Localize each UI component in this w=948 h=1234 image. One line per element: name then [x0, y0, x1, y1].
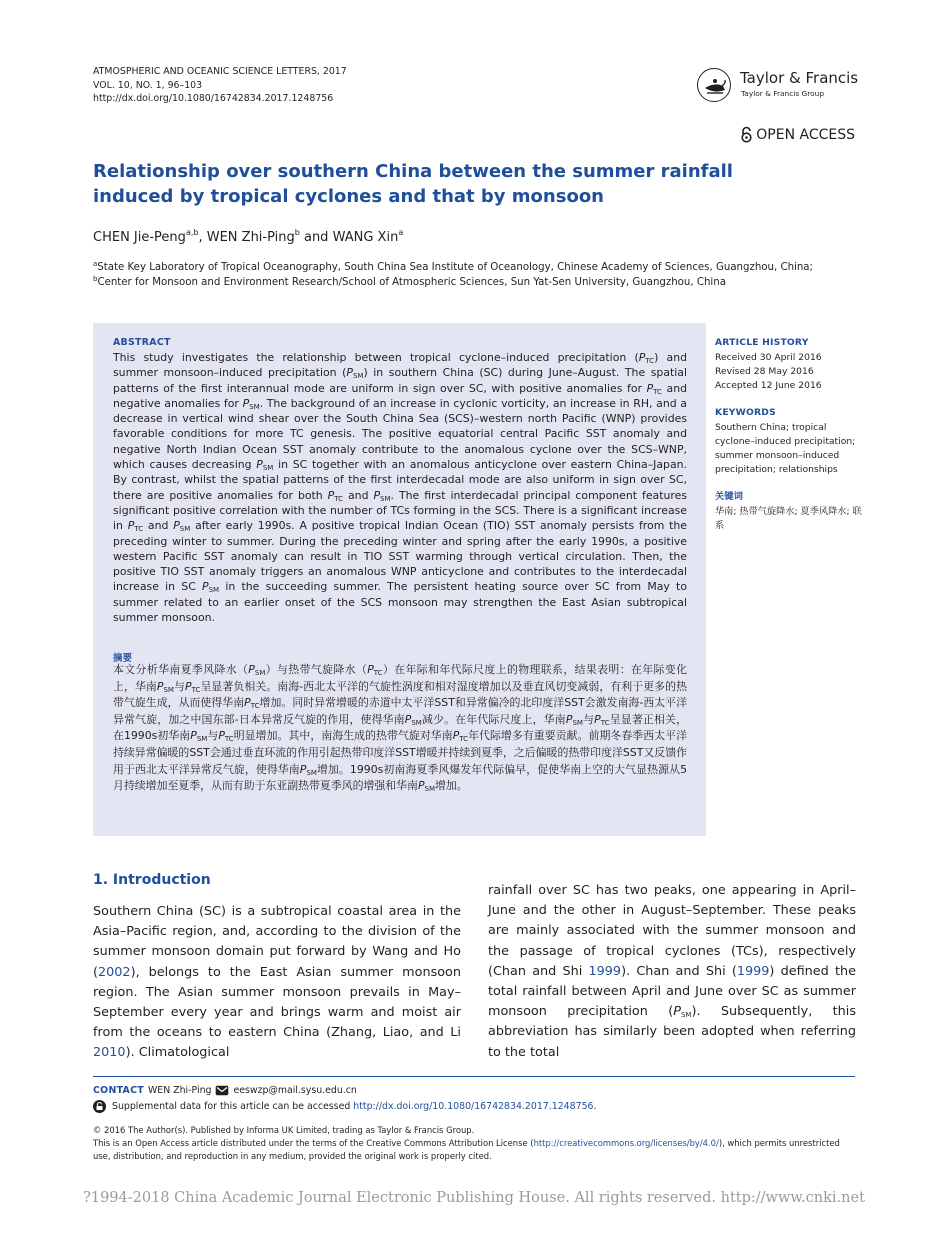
- keywords-zh-text: 华南; 热带气旋降水; 夏季风降水; 联系: [715, 506, 862, 531]
- journal-volume: VOL. 10, NO. 1, 96–103: [93, 79, 203, 91]
- contact-name: WEN Zhi-Ping: [148, 1085, 212, 1096]
- author-name[interactable]: CHEN Jie-Peng: [93, 230, 186, 245]
- contact-email[interactable]: eeswzp@mail.sysu.edu.cn: [233, 1085, 357, 1096]
- author-separator: and: [299, 230, 333, 245]
- journal-header: [93, 65, 347, 106]
- body-column-right: rainfall over SC has two peaks, one appearing in April–June and the other in August–September. These peaks are mainly associated with the summer monsoon and the passage of tropical cyclones (TCs), respectively (Chan and Shi 1999). Chan and Shi (1999) defined the total rainfall between April and June over SC as summer monsoon precipitation $(P_{SM})$. Subsequently, this abbreviation has similarly been adopted when referring to the total: [488, 883, 857, 1060]
- keywords-zh: [715, 490, 865, 533]
- author-list: [93, 229, 403, 247]
- article-sidebar: [715, 336, 865, 546]
- abstract-zh-text: 本文分析华南夏季风降水$(P_{SM})$与热带气旋降水$(P_{TC})$在年际和年代际尺度上的物理联系，结果表明：在年际变化上，华南$P_{SM}$与$P_{TC}$呈显著负相关。南海-西北太平洋的气旋性涡度和相对湿度增加以及垂直风切变减弱，有利于更多的热带气旋生成，从而使得华南$P_{TC}$增加。同时异常增暖的赤道中太平洋SST和异常偏冷的北印度洋SST会激发南海-西太平洋异常气旋，加之中国东部-日本异常反气旋的作用，使得华南$P_{SM}$减少。在年代际尺度上，华南$P_{SM}$与$P_{TC}$呈显著正相关，在1990s初华南$P_{SM}$与$P_{TC}$明显增加。其中，南海生成的热带气旋对华南$P_{TC}$年代际增多有重要贡献。前期冬春季西太平洋持续异常偏暖的SST会通过垂直环流的作用引起热带印度洋SST增暖并持续到夏季，之后偏暖的热带印度洋SST又反馈作用于西北太平洋异常反气旋，使得华南$P_{SM}$增加。1990s初南海夏季风爆发年代际偏早，促使华南上空的大气显热源从5月持续增加至夏季，从而有助于东亚副热带夏季风的增强和华南$P_{SM}$增加。: [113, 663, 687, 794]
- author-name[interactable]: WEN Zhi-Ping: [206, 230, 295, 245]
- affiliations: [93, 261, 863, 290]
- email-icon: [215, 1085, 229, 1096]
- lamp-icon: [697, 68, 731, 102]
- footnote-divider: [93, 1076, 855, 1077]
- open-lock-icon: [740, 126, 753, 143]
- author-affiliation-mark: a,b: [185, 228, 199, 237]
- copyright-line: © 2016 The Author(s). Published by Informa UK Limited, trading as Taylor & Francis Group.: [93, 1125, 475, 1135]
- publisher-group: Taylor & Francis Group: [741, 89, 825, 98]
- history-revised: Revised 28 May 2016: [715, 366, 814, 377]
- journal-name: ATMOSPHERIC AND OCEANIC SCIENCE LETTERS, 2017: [93, 66, 347, 77]
- supplemental-label: Supplemental data for this article can be accessed: [112, 1101, 351, 1112]
- supplemental-text: [112, 1100, 597, 1113]
- abstract-text: This study investigates the relationship between tropical cyclone–induced precipitation $(P_{TC})$ and summer monsoon–induced precipitation $(P_{SM})$ in southern China (SC) during June–August. The spatial patterns of the first interannual mode are uniform in sign over SC, with positive anomalies for $P_{TC}$ and negative anomalies for $P_{SM}$. The background of an increase in cyclonic vorticity, an increase in RH, and a decrease in vertical wind shear over the South China Sea (SCS)–western north Pacific (WNP) provides favorable conditions for more TC genesis. The positive equatorial central Pacific SST anomaly and negative North Indian Ocean SST anomaly contribute to the anomalous cyclone over the SCS–WNP, which causes decreasing $P_{SM}$ in SC together with an anomalous anticyclone over eastern China–Japan. By contrast, whilst the spatial patterns of the first interdecadal mode are also uniform in sign over SC, there are positive anomalies for both $P_{TC}$ and $P_{SM}$. The first interdecadal principal component features significant positive correlation with the number of TCs forming in the SCS. There is a significant increase in $P_{TC}$ and $P_{SM}$ after early 1990s. A positive tropical Indian Ocean (TIO) SST anomaly persists from the preceding winter to summer. During the preceding winter and spring after the early 1990s, a positive western Pacific SST anomaly can result in TIO SST warming through vertical circulation. Then, the positive TIO SST anomaly triggers an anomalous WNP anticyclone and contributes to the interdecadal increase in SC $P_{SM}$ in the succeeding summer. The persistent heating source over SC from May to summer related to an earlier onset of the SCS monsoon may strengthen the East Asian subtropical summer monsoon.: [113, 351, 688, 625]
- open-access-label: OPEN ACCESS: [756, 126, 855, 143]
- abstract-box: [93, 323, 706, 836]
- journal-doi[interactable]: http://dx.doi.org/10.1080/16742834.2017.1248756: [93, 93, 334, 104]
- cnki-watermark: ?1994-2018 China Academic Journal Electronic Publishing House. All rights reserved. http://www.cnki.net: [83, 1190, 865, 1206]
- license-text-end: ), which permits unrestricted use, distribution, and reproduction in any medium, provided the original work is properly cited.: [93, 1138, 840, 1161]
- author-affiliation-mark: b: [294, 228, 300, 237]
- keywords-zh-heading: 关键词: [715, 491, 744, 502]
- article-history: [715, 336, 865, 393]
- history-received: Received 30 April 2016: [715, 352, 822, 363]
- supplemental-end: .: [593, 1101, 597, 1112]
- article-title: Relationship over southern China between the summer rainfall induced by tropical cyclones and that by monsoon: [93, 161, 733, 207]
- abstract-heading: ABSTRACT: [113, 337, 171, 348]
- supplemental-line: [93, 1100, 597, 1113]
- affiliation-item: [93, 261, 863, 276]
- author-name[interactable]: WANG Xin: [332, 230, 399, 245]
- section-heading-introduction: 1. Introduction: [93, 872, 211, 888]
- publisher-logo[interactable]: [697, 68, 865, 104]
- abstract-zh-heading: 摘要: [113, 653, 133, 664]
- affiliation-text: State Key Laboratory of Tropical Oceanography, South China Sea Institute of Oceanology, Chinese Academy of Sciences, Guangzhou, China;: [97, 262, 813, 273]
- keywords-text: Southern China; tropical cyclone–induced precipitation; summer monsoon–induced precipitation; relationships: [715, 422, 856, 475]
- affiliation-text: Center for Monsoon and Environment Research/School of Atmospheric Sciences, Sun Yat-Sen University, Guangzhou, China: [97, 276, 726, 288]
- license-link[interactable]: http://creativecommons.org/licenses/by/4.0/: [533, 1138, 719, 1148]
- affiliation-mark: b: [93, 274, 98, 283]
- author-affiliation-mark: a: [398, 228, 404, 237]
- supplemental-link[interactable]: http://dx.doi.org/10.1080/16742834.2017.1248756: [353, 1101, 594, 1112]
- affiliation-item: [93, 276, 863, 291]
- article-history-heading: ARTICLE HISTORY: [715, 337, 809, 348]
- keywords-heading: KEYWORDS: [715, 407, 776, 418]
- contact-line: [93, 1084, 357, 1097]
- history-accepted: Accepted 12 June 2016: [715, 380, 822, 391]
- license-text: [93, 1137, 858, 1163]
- affiliation-mark: a: [93, 260, 98, 268]
- open-access-badge: [740, 126, 855, 143]
- license-text-start: This is an Open Access article distributed under the terms of the Creative Commons Attribution License (: [93, 1138, 534, 1148]
- body-column-left: Southern China (SC) is a subtropical coastal area in the Asia–Pacific region, and, according to the division of the summer monsoon domain put forward by Wang and Ho (2002), belongs to the East Asian summer monsoon region. The Asian summer monsoon prevails in May–September every year and brings warm and moist air from the oceans to eastern China (Zhang, Liao, and Li 2010). Climatological: [93, 904, 461, 1061]
- contact-label: CONTACT: [93, 1085, 144, 1096]
- publisher-name: Taylor & Francis: [740, 69, 859, 87]
- keywords: [715, 406, 865, 477]
- author-separator: ,: [198, 230, 207, 245]
- supplemental-data-icon: [93, 1100, 106, 1113]
